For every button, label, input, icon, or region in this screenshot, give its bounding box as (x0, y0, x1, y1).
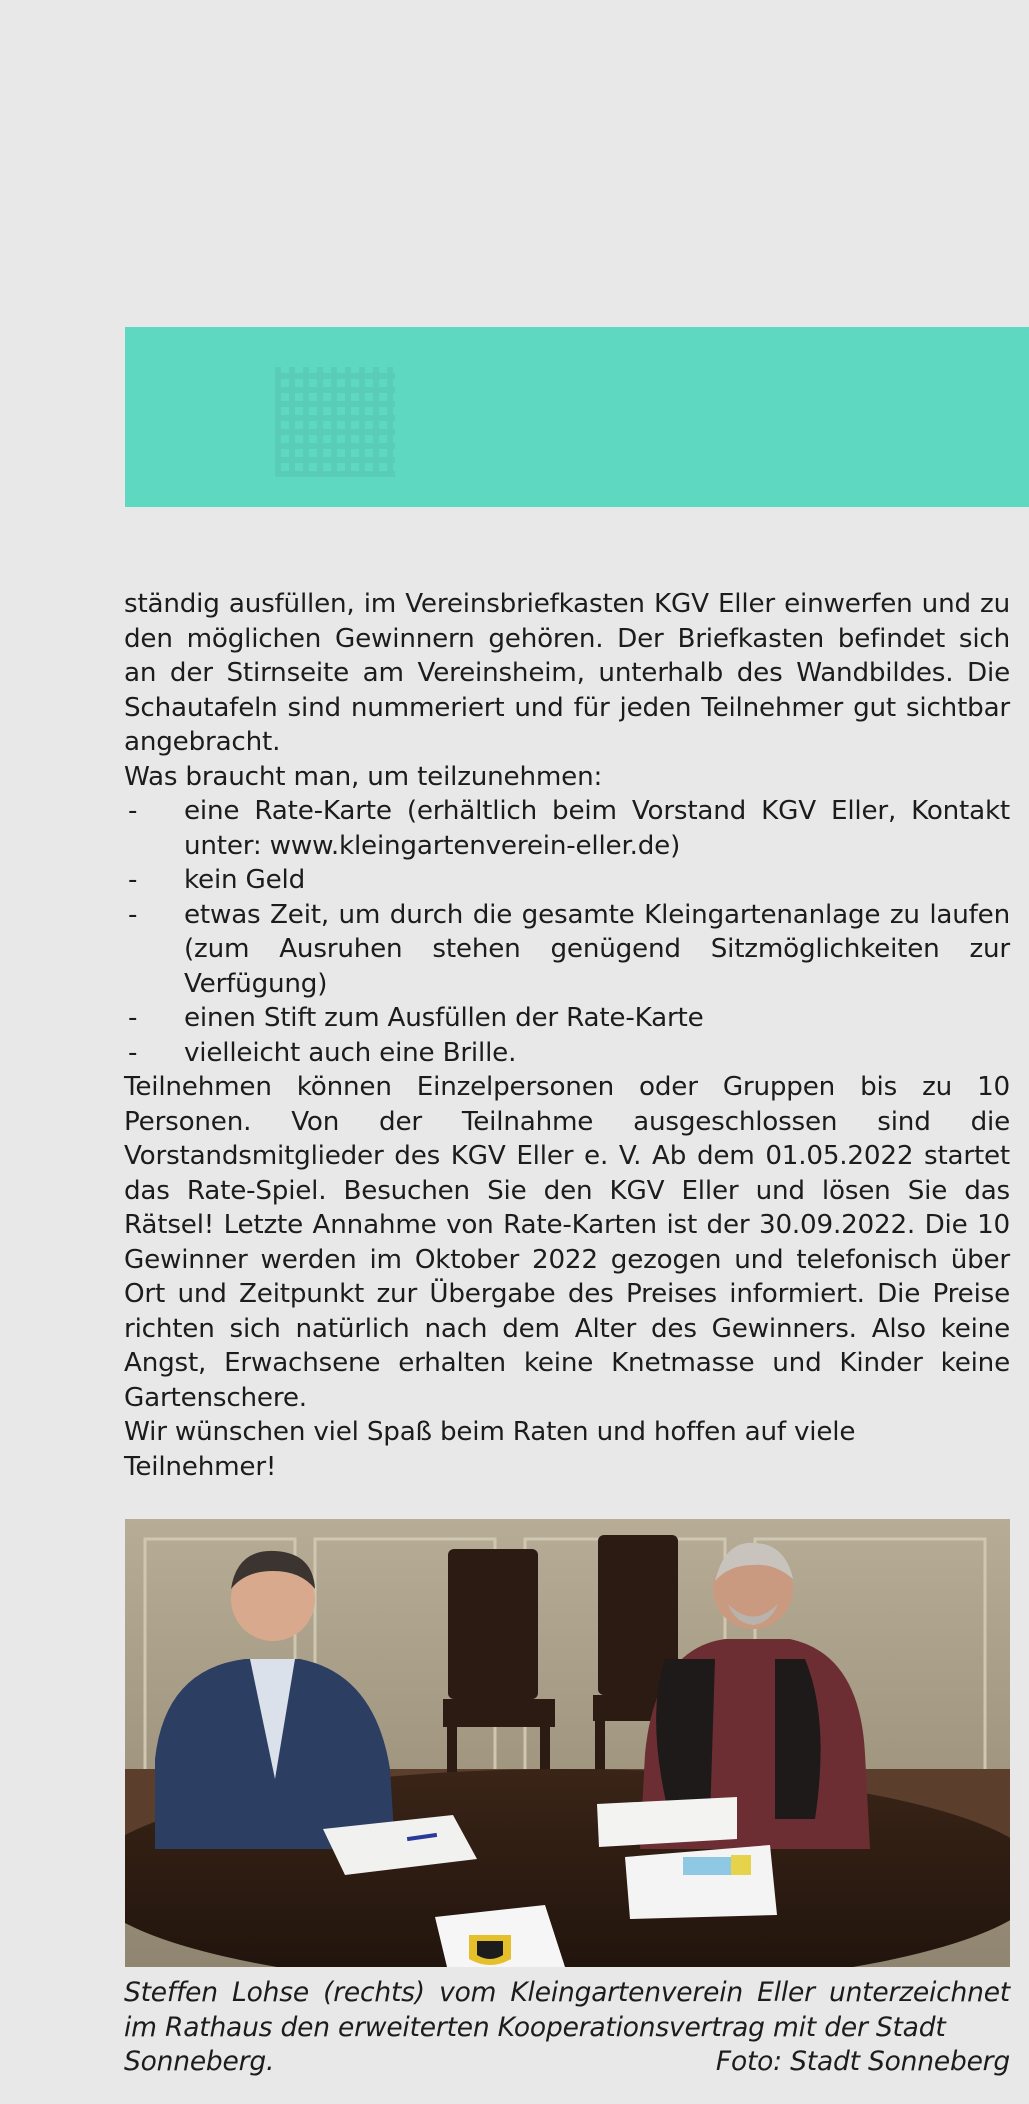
signing-photo (125, 1519, 1010, 1967)
list-item (124, 1036, 1010, 1071)
bullet-dash: - (128, 899, 138, 930)
list-item (124, 898, 1010, 1002)
list-item (124, 794, 1010, 863)
list-item (124, 863, 1010, 898)
photo-caption (124, 1976, 1010, 2080)
bullet-dash: - (128, 1037, 138, 1068)
paragraph-intro: ständig ausfüllen, im Vereinsbriefkasten KGV Eller einwerfen und zu den möglichen Gewinnern gehören. Der Briefkasten befindet sich an der Stirnseite am Vereinsheim, unterhalb des Wandbildes. Die Schautafeln sind nummeriert und für jeden Teilnehmer gut sichtbar angebracht. (124, 589, 1010, 757)
list-item-text: etwas Zeit, um durch die gesamte Kleingartenanlage zu laufen (zum Ausruhen stehen genügend Sitzmöglichkeiten zur Verfügung) (184, 899, 1010, 999)
list-item (124, 1001, 1010, 1036)
bullet-dash: - (128, 1003, 138, 1033)
requirements-list (124, 794, 1010, 1070)
article-body (124, 587, 1010, 1484)
bullet-dash: - (128, 865, 138, 895)
teal-banner (125, 327, 1029, 507)
bullet-dash: - (128, 796, 138, 826)
faded-qr-code-ghost (275, 367, 395, 477)
list-item-text: kein Geld (184, 865, 306, 895)
list-intro: Was braucht man, um teilzunehmen: (124, 761, 603, 792)
list-item-text: vielleicht auch eine Brille. (184, 1037, 517, 1068)
closing-line: Wir wünschen viel Spaß beim Raten und hoffen auf viele Teilnehmer! (124, 1417, 856, 1482)
photo-credit: Foto: Stadt Sonneberg (715, 2046, 1010, 2077)
list-item-text: eine Rate-Karte (erhältlich beim Vorstand KGV Eller, Kontakt unter: www.kleingartenverein-eller.de) (184, 796, 1010, 861)
caption-credit-line (124, 2045, 1010, 2080)
caption-text-end: Sonneberg. (124, 2046, 275, 2077)
caption-text: Steffen Lohse (rechts) vom Kleingartenverein Eller unterzeichnet im Rathaus den erweiterten Kooperationsvertrag mit der Stadt (124, 1977, 1010, 2043)
paragraph-rules: Teilnehmen können Einzelpersonen oder Gruppen bis zu 10 Personen. Von der Teilnahme ausgeschlossen sind die Vorstandsmitglieder des KGV Eller e. V. Ab dem 01.05.2022 startet das Rate-Spiel. Besuchen Sie den KGV Eller und lösen Sie das Rätsel! Letzte Annahme von Rate-Karten ist der 30.09.2022. Die 10 Gewinner werden im Oktober 2022 gezogen und telefonisch über Ort und Zeitpunkt zur Übergabe des Preises informiert. Die Preise richten sich natürlich nach dem Alter des Gewinners. Also keine Angst, Erwachsene erhalten keine Knetmasse und Kinder keine Gartenschere. (124, 1072, 1010, 1413)
list-item-text: einen Stift zum Ausfüllen der Rate-Karte (184, 1003, 704, 1033)
